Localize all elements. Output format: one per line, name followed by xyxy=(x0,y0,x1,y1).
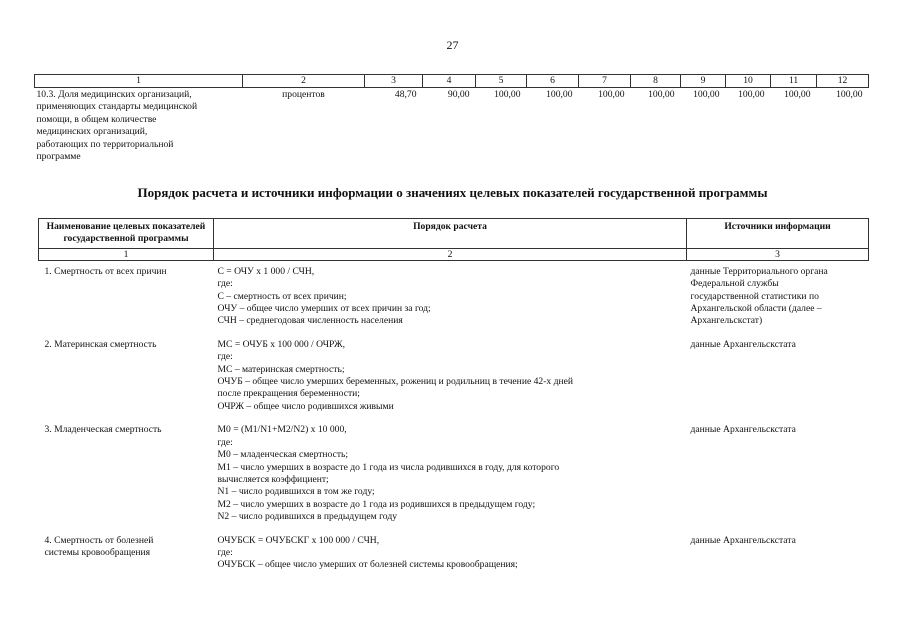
text-line: ОЧУБСК = ОЧУБСКГ x 100 000 / СЧН, xyxy=(217,534,380,546)
text-line: где: xyxy=(217,351,233,363)
text-line: вычисляется коэффициент; xyxy=(217,473,329,485)
table-row xyxy=(39,334,869,419)
table-row xyxy=(39,419,869,529)
text-line: помощи, в общем количестве xyxy=(36,113,157,125)
text-line: СЧН – среднегодовая численность населения xyxy=(217,315,403,327)
text-line: N1 – число родившихся в том же году; xyxy=(217,486,375,498)
text-line: данные Архангельскстата xyxy=(690,338,796,350)
text-line: М0 = (М1/N1+М2/N2) x 10 000, xyxy=(217,424,347,436)
value-cell: 100,00 xyxy=(693,89,720,100)
table-row xyxy=(39,260,869,334)
value-cell: 100,00 xyxy=(784,89,811,100)
text-line: где: xyxy=(217,278,233,290)
calculation-cell xyxy=(214,419,687,529)
text-line: 2. Материнская смертность xyxy=(44,338,157,350)
text-line: системы кровообращения xyxy=(44,546,151,558)
text-line: ОЧУ – общее число умерших от всех причин за год; xyxy=(217,303,431,315)
text-line: медицинских организаций, xyxy=(36,126,148,138)
calculation-cell xyxy=(214,530,687,578)
table-row xyxy=(39,530,869,578)
column-number: 5 xyxy=(476,75,527,88)
value-cell: 48,70 xyxy=(394,89,417,100)
text-line: М1 – число умерших в возрасте до 1 года из числа родившихся в году, для которого xyxy=(217,461,560,473)
column-number-row xyxy=(39,248,869,260)
table-row xyxy=(35,88,869,164)
text-line: где: xyxy=(217,546,233,558)
text-line: Архангельской области (далее – xyxy=(690,303,822,315)
text-line: ОЧУБ – общее число умерших беременных, рожениц и родильниц в течение 42-х дней xyxy=(217,376,574,388)
column-number: 7 xyxy=(579,75,631,88)
header-indicator-name: Наименование целевых показателей государственной программы xyxy=(39,219,214,249)
column-number: 2 xyxy=(214,248,687,260)
calculation-cell xyxy=(214,260,687,334)
text-line: М2 – число умерших в возрасте до 1 года из родившихся в предыдущем году; xyxy=(217,498,536,510)
value-cell: 100,00 xyxy=(598,89,625,100)
column-number: 11 xyxy=(771,75,817,88)
text-line: N2 – число родившихся в предыдущем году xyxy=(217,511,397,523)
header-calculation: Порядок расчета xyxy=(214,219,687,249)
text-line: М0 – младенческая смертность; xyxy=(217,449,349,461)
text-line: где: xyxy=(217,436,233,448)
text-line: данные Архангельскстата xyxy=(690,534,796,546)
page-number: 27 xyxy=(446,38,459,52)
indicator-name xyxy=(39,334,214,419)
column-number: 1 xyxy=(39,248,214,260)
text-line: 3. Младенческая смертность xyxy=(44,424,162,436)
column-number: 8 xyxy=(631,75,681,88)
text-line: данные Территориального органа xyxy=(690,265,828,277)
text-line: Архангельскстат) xyxy=(690,315,763,327)
header-row xyxy=(39,219,869,249)
text-line: программе xyxy=(36,151,81,163)
text-line: МС – материнская смертность; xyxy=(217,363,345,375)
text-line: С – смертность от всех причин; xyxy=(217,290,347,302)
indicator-name xyxy=(35,88,243,164)
column-number: 9 xyxy=(681,75,726,88)
value-cell: 90,00 xyxy=(447,89,470,100)
indicator-values-table xyxy=(34,74,869,163)
column-number: 3 xyxy=(365,75,423,88)
unit-cell: процентов xyxy=(282,89,325,100)
text-line: данные Архангельскстата xyxy=(690,424,796,436)
text-line: Федеральной службы xyxy=(690,278,779,290)
text-line: С = ОЧУ x 1 000 / СЧН, xyxy=(217,265,315,277)
source-cell xyxy=(687,260,869,334)
text-line: ОЧРЖ – общее число родившихся живыми xyxy=(217,400,394,412)
value-cell: 100,00 xyxy=(836,89,863,100)
source-cell xyxy=(687,530,869,578)
column-number: 1 xyxy=(35,75,243,88)
source-cell xyxy=(687,334,869,419)
header-sources: Источники информации xyxy=(687,219,869,249)
indicator-name xyxy=(39,530,214,578)
column-number: 3 xyxy=(687,248,869,260)
text-line: ОЧУБСК – общее число умерших от болезней системы кровообращения; xyxy=(217,559,518,571)
text-line: работающих по территориальной xyxy=(36,138,174,150)
indicator-name xyxy=(39,260,214,334)
value-cell: 100,00 xyxy=(738,89,765,100)
text-line: применяющих стандарты медицинской xyxy=(36,101,198,113)
column-number: 4 xyxy=(423,75,476,88)
calculation-method-table xyxy=(38,218,869,578)
source-cell xyxy=(687,419,869,529)
text-line: 10.3. Доля медицинских организаций, xyxy=(36,89,192,100)
text-line: государственной статистики по xyxy=(690,290,819,302)
calculation-cell xyxy=(214,334,687,419)
value-cell: 100,00 xyxy=(546,89,573,100)
column-number-row xyxy=(35,75,869,88)
text-line: 1. Смертность от всех причин xyxy=(44,265,167,277)
value-cell: 100,00 xyxy=(494,89,521,100)
column-number: 6 xyxy=(527,75,579,88)
column-number: 12 xyxy=(817,75,869,88)
text-line: МС = ОЧУБ x 100 000 / ОЧРЖ, xyxy=(217,338,346,350)
column-number: 2 xyxy=(243,75,365,88)
column-number: 10 xyxy=(726,75,771,88)
text-line: после прекращения беременности; xyxy=(217,388,360,400)
section-title: Порядок расчета и источники информации о значениях целевых показателей государственной программы xyxy=(137,185,768,200)
text-line: 4. Смертность от болезней xyxy=(44,534,154,546)
value-cell: 100,00 xyxy=(648,89,675,100)
indicator-name xyxy=(39,419,214,529)
